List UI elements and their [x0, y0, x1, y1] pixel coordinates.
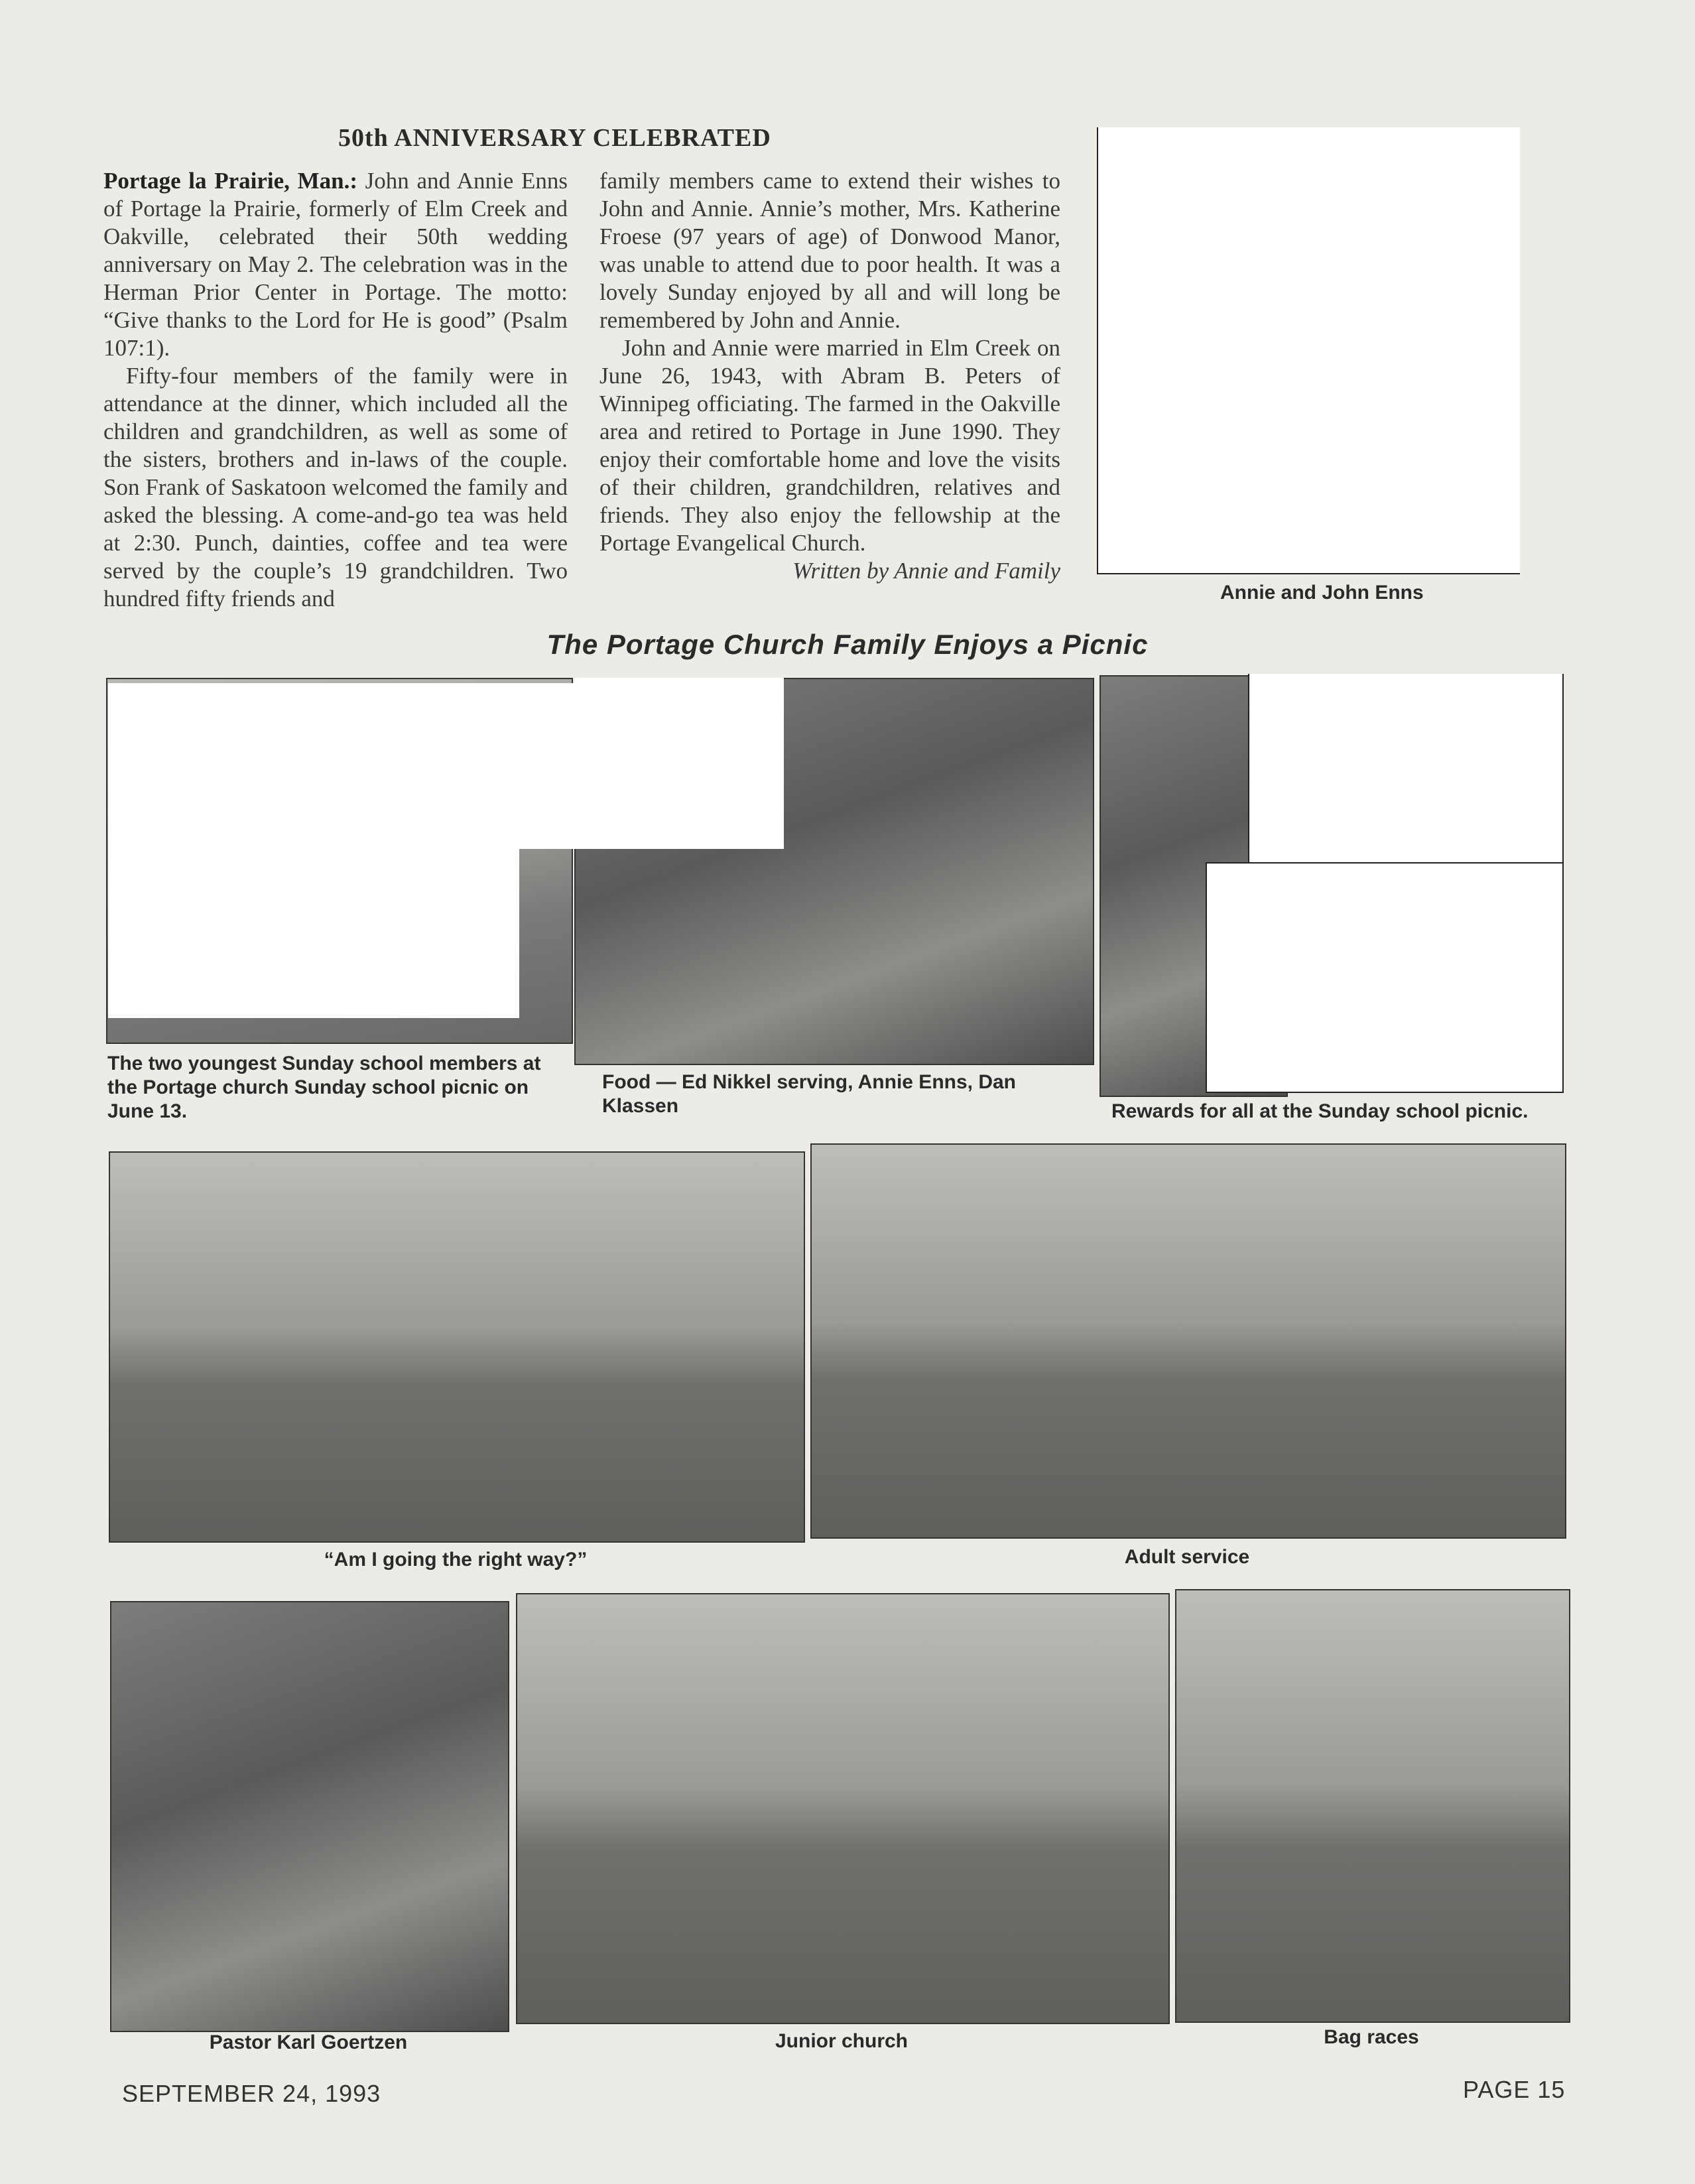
article-dateline: Portage la Prairie, Man.: [103, 168, 357, 194]
caption-rewards: Rewards for all at the Sunday school picnic. [1111, 1100, 1529, 1122]
footer-page-number: PAGE 15 [1463, 2076, 1566, 2103]
caption-junior-church: Junior church [775, 2030, 909, 2052]
photo-right-way [109, 1151, 805, 1543]
redacted-area-4 [1248, 674, 1564, 864]
couple-photo-placeholder [1097, 127, 1520, 574]
redacted-area-2 [108, 846, 519, 1018]
article-paragraph-2: Fifty-four members of the family were in attendance at the dinner, which included all the children and grandchildren, as well as some of the sisters, brothers and in-laws of the couple. Son Frank of Saskatoon welcomed the family and asked the blessing. A come-and-go tea was held at 2:30. Punch, dainties, coffee and tea were served by the couple’s 19 grandchildren. Two hundred fifty friends and [103, 363, 568, 611]
photo-adult-service [810, 1143, 1566, 1539]
article-column-right [599, 167, 1060, 585]
couple-photo-caption: Annie and John Enns [1220, 582, 1424, 604]
caption-pastor: Pastor Karl Goertzen [209, 2031, 408, 2053]
article-paragraph-1: John and Annie Enns of Portage la Prairie, formerly of Elm Creek and Oakville, celebrated their 50th wedding anniversary on May 2. The celebration was in the Herman Prior Center in Portage. The motto: “Give thanks to the Lord for He is good” (Psalm 107:1). [103, 168, 568, 361]
photo-bag-races [1175, 1589, 1570, 2023]
caption-youngest-members: The two youngest Sunday school members at the Portage church Sunday school picnic on June 13. [107, 1053, 541, 1122]
article-byline: Written by Annie and Family [792, 558, 1060, 584]
redacted-area-3 [574, 678, 784, 849]
caption-food: Food — Ed Nikkel serving, Annie Enns, Dan Klassen [602, 1071, 1016, 1117]
article-paragraph-3: family members came to extend their wishes to John and Annie. Annie’s mother, Mrs. Katherine Froese (97 years of age) of Donwood Manor, was unable to attend due to poor health. It was a lovely Sunday enjoyed by all and will long be remembered by John and Annie. [599, 168, 1060, 333]
footer-date: SEPTEMBER 24, 1993 [122, 2080, 381, 2107]
article-column-left [103, 167, 568, 613]
caption-right-way: “Am I going the right way?” [324, 1549, 588, 1571]
caption-bag-races: Bag races [1324, 2026, 1419, 2048]
article-paragraph-4: John and Annie were married in Elm Creek on June 26, 1943, with Abram B. Peters of Winnipeg officiating. The farmed in the Oakville area and retired to Portage in June 1990. They enjoy their comfortable home and love the visits of their children, grandchildren, relatives and friends. They also enjoy the fellowship at the Portage Evangelical Church. [599, 335, 1060, 556]
caption-adult-service: Adult service [1124, 1546, 1250, 1568]
redacted-area-5 [1206, 862, 1564, 1093]
picnic-section-title: The Portage Church Family Enjoys a Picnic [546, 629, 1149, 660]
article-headline: 50th ANNIVERSARY CELEBRATED [338, 124, 771, 152]
photo-pastor [110, 1601, 509, 2032]
photo-junior-church [516, 1593, 1170, 2024]
